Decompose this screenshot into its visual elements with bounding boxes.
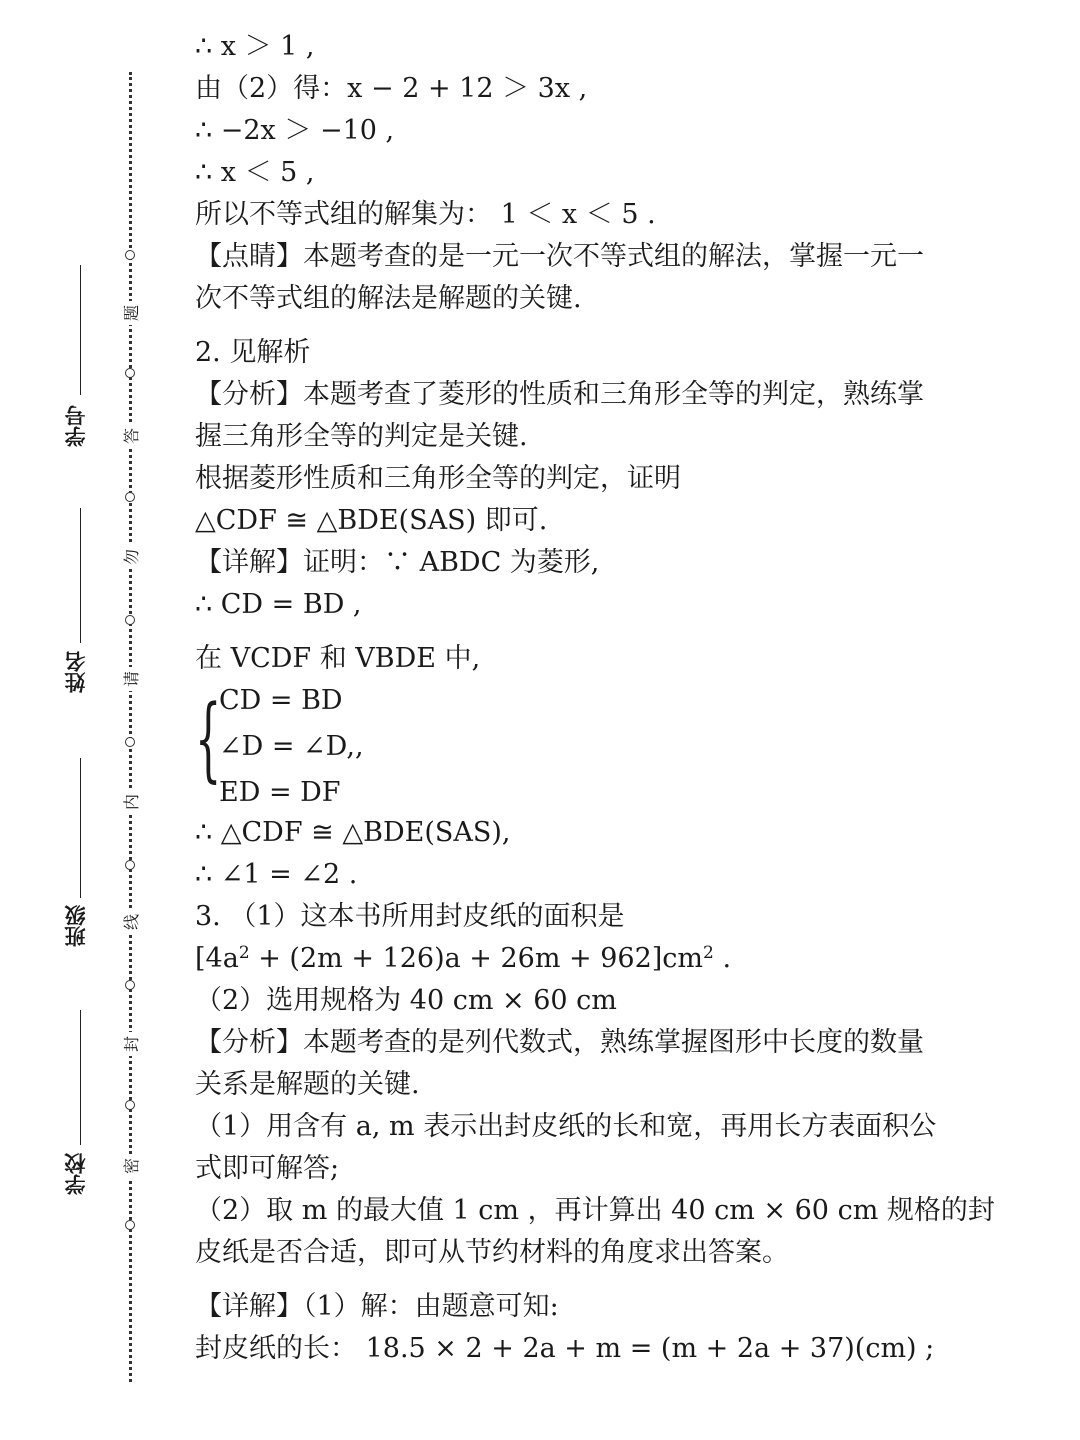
answer-content (195, 26, 995, 1370)
text-line: （2）取 m 的最大值 1 cm ，再计算出 40 cm × 60 cm 规格的封 (195, 1195, 995, 1226)
text-line: 所以不等式组的解集为： 1 ＜ x ＜ 5 . (195, 199, 656, 230)
area-formula (195, 938, 945, 980)
seal-ring (125, 737, 135, 747)
seal-ring (125, 250, 135, 260)
seal-char: 勿 (120, 545, 144, 569)
text-line: ∴ x ＜ 5 , (195, 157, 315, 188)
text-line: ∴ △CDF ≅ △BDE(SAS), (195, 817, 511, 848)
seal-ring (125, 1220, 135, 1230)
text-line: 【详解】证明：∵ ABDC 为菱形, (195, 547, 600, 578)
text-line: ∴ CD = BD , (195, 589, 362, 620)
text-line: 皮纸是否合适，即可从节约材料的角度求出答案。 (195, 1237, 789, 1268)
seal-ring (125, 980, 135, 990)
text-line: 式即可解答; (195, 1153, 340, 1184)
text-line: （2）选用规格为 40 cm × 60 cm (195, 985, 617, 1016)
text-line: ∴ −2x ＞ −10 , (195, 115, 395, 146)
text-line: 封皮纸的长： 18.5 × 2 + 2a + m = (m + 2a + 37)(cm) ; (195, 1333, 935, 1364)
seal-ring (125, 492, 135, 502)
text-line: 【分析】本题考查了菱形的性质和三角形全等的判定，熟练掌 (195, 379, 924, 410)
seal-ring (125, 860, 135, 870)
formula-part: . (713, 943, 732, 974)
text-line: △CDF ≅ △BDE(SAS) 即可. (195, 505, 548, 536)
field-label: 学校 (63, 1153, 88, 1195)
text-line: 【分析】本题考查的是列代数式，熟练掌握图形中长度的数量 (195, 1027, 924, 1058)
system-line: ∠D = ∠D,, (219, 731, 364, 762)
field-label: 姓名 (63, 651, 88, 693)
seal-char: 题 (120, 301, 144, 325)
text-line: （1）用含有 a, m 表示出封皮纸的长和宽，再用长方表面积公 (195, 1111, 937, 1142)
binding-margin (0, 0, 180, 1440)
formula-exponent: 2 (703, 943, 714, 963)
text-line: 在 VCDF 和 VBDE 中, (195, 643, 481, 674)
formula-exponent: 2 (238, 943, 250, 963)
question-3-heading: 3. （1）这本书所用封皮纸的面积是 (195, 901, 625, 932)
seal-char: 密 (120, 1154, 144, 1178)
seal-ring (125, 1100, 135, 1110)
field-label: 班级 (63, 905, 88, 947)
system-line: CD = BD (219, 685, 343, 716)
equation-system (195, 680, 945, 812)
seal-char: 线 (120, 910, 144, 934)
seal-dotted-line (129, 72, 132, 1382)
formula-part: [4a (195, 943, 239, 974)
seal-char: 封 (120, 1032, 144, 1056)
text-line: 关系是解题的关键. (195, 1069, 420, 1100)
field-blank (80, 508, 81, 643)
seal-char: 内 (120, 790, 144, 814)
formula-part: + (2m + 126)a + 26m + 962]cm (249, 943, 704, 974)
seal-ring (125, 368, 135, 378)
text-line: 根据菱形性质和三角形全等的判定，证明 (195, 463, 681, 494)
seal-char: 请 (120, 667, 144, 691)
field-blank (80, 265, 81, 395)
text-line: ∴ x ＞ 1 , (195, 31, 315, 62)
field-blank (80, 1010, 81, 1145)
field-blank (80, 758, 81, 898)
text-line: 【详解】（1）解：由题意可知: (195, 1291, 559, 1322)
text-line: 次不等式组的解法是解题的关键. (195, 283, 582, 314)
text-line: ∴ ∠1 = ∠2 . (195, 859, 358, 890)
text-line: 【点睛】本题考查的是一元一次不等式组的解法，掌握一元一 (195, 241, 924, 272)
question-2-heading: 2. 见解析 (195, 337, 311, 368)
field-label: 学号 (63, 405, 88, 447)
left-brace: { (195, 685, 222, 792)
system-line: ED = DF (219, 777, 341, 808)
seal-char: 答 (120, 424, 144, 448)
seal-ring (125, 615, 135, 625)
text-line: 由（2）得：x − 2 + 12 ＞ 3x , (195, 73, 588, 104)
text-line: 握三角形全等的判定是关键. (195, 421, 528, 452)
